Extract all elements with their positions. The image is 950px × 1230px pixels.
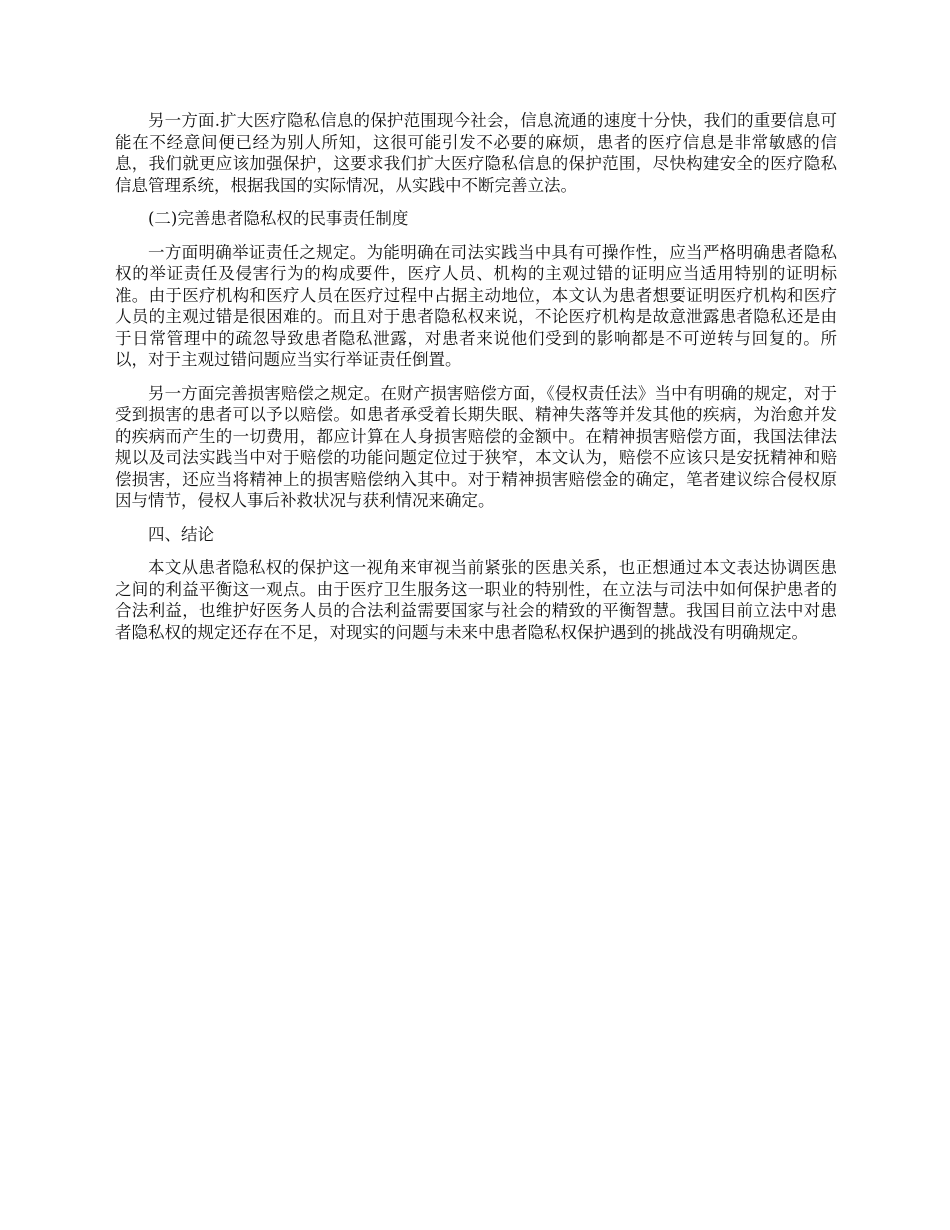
paragraph-damage-compensation: 另一方面完善损害赔偿之规定。在财产损害赔偿方面，《侵权责任法》当中有明确的规定，对于受到损害的患者可以予以赔偿。如患者承受着长期失眠、精神失落等并发其他的疾病，为治愈并发的疾病而产生的一切费用，都应计算在人身损害赔偿的金额中。在精神损害赔偿方面，我国法律法规以及司法实践当中对于赔偿的功能问题定位过于狭窄，本文认为，赔偿不应该只是安抚精神和赔偿损害，还应当将精神上的损害赔偿纳入其中。对于精神损害赔偿金的确定，笔者建议综合侵权原因与情节，侵权人事后补救状况与获利情况来确定。 — [115, 383, 837, 510]
paragraph-expand-scope: 另一方面.扩大医疗隐私信息的保护范围现今社会，信息流通的速度十分快，我们的重要信息可能在不经意间便已经为别人所知，这很可能引发不必要的麻烦，患者的医疗信息是非常敏感的信息，我们就更应该加强保护，这要求我们扩大医疗隐私信息的保护范围，尽快构建安全的医疗隐私信息管理系统，根据我国的实际情况，从实践中不断完善立法。 — [115, 111, 837, 195]
section-heading-civil-liability: (二)完善患者隐私权的民事责任制度 — [148, 209, 409, 228]
section-heading-conclusion: 四、结论 — [148, 524, 214, 544]
paragraph-burden-of-proof: 一方面明确举证责任之规定。为能明确在司法实践当中具有可操作性，应当严格明确患者隐私权的举证责任及侵害行为的构成要件，医疗人员、机构的主观过错的证明应当适用特别的证明标准。由于医疗机构和医疗人员在医疗过程中占据主动地位，本文认为患者想要证明医疗机构和医疗人员的主观过错是很困难的。而且对于患者隐私权来说，不论医疗机构是故意泄露患者隐私还是由于日常管理中的疏忽导致患者隐私泄露，对患者来说他们受到的影响都是不可逆转与回复的。所以，对于主观过错问题应当实行举证责任倒置。 — [115, 242, 837, 369]
paragraph-conclusion: 本文从患者隐私权的保护这一视角来审视当前紧张的医患关系，也正想通过本文表达协调医患之间的利益平衡这一观点。由于医疗卫生服务这一职业的特别性，在立法与司法中如何保护患者的合法利益，也维护好医务人员的合法利益需要国家与社会的精致的平衡智慧。我国目前立法中对患者隐私权的规定还存在不足，对现实的问题与未来中患者隐私权保护遇到的挑战没有明确规定。 — [115, 558, 837, 642]
document-page — [115, 110, 837, 655]
